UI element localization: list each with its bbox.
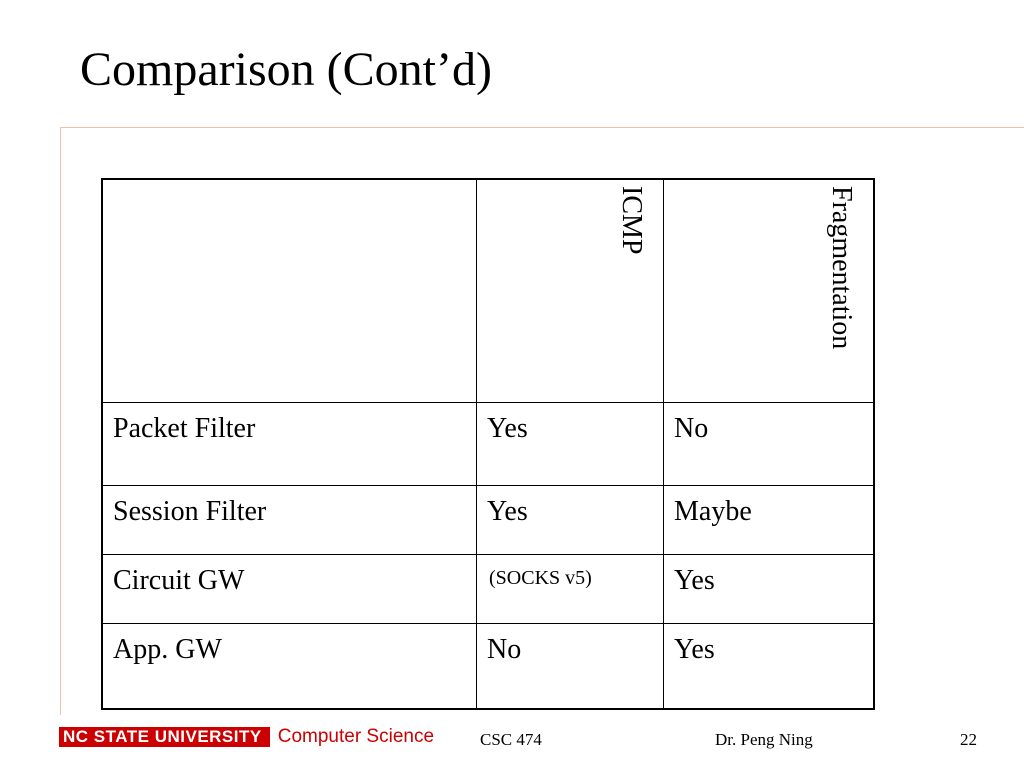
icmp-cell [477,555,664,624]
horizontal-divider [60,127,1024,128]
row-label-cell [102,624,477,710]
fragmentation-cell [664,624,875,710]
row-label: Packet Filter [113,413,256,444]
fragmentation-cell [664,555,875,624]
icmp-cell [477,403,664,486]
author-name: Dr. Peng Ning [715,730,813,749]
table-row [102,403,874,486]
row-label-cell [102,555,477,624]
header-cell-icmp [477,179,664,403]
table-header-row [102,179,874,403]
row-label-cell [102,486,477,555]
vertical-divider [60,127,61,715]
row-label-cell [102,403,477,486]
table-row [102,555,874,624]
row-label: Circuit GW [113,565,245,596]
fragmentation-value: Yes [674,565,715,596]
icmp-cell [477,486,664,555]
fragmentation-value: Yes [674,634,715,665]
icmp-value: Yes [487,496,528,527]
header-fragmentation-label: Fragmentation [826,186,857,350]
fragmentation-value: No [674,413,709,444]
row-label: App. GW [113,634,222,665]
slide-title: Comparison (Cont’d) [80,43,492,96]
table-row [102,486,874,555]
fragmentation-value: Maybe [674,496,752,527]
fragmentation-cell [664,486,875,555]
row-label: Session Filter [113,496,267,527]
icmp-value: No [487,634,522,665]
table-row [102,624,874,710]
icmp-cell [477,624,664,710]
logo-wordmark: NC STATE UNIVERSITY [59,727,270,747]
university-logo [59,727,434,747]
header-cell-empty [102,179,477,403]
department-name: Computer Science [277,726,435,747]
course-code: CSC 474 [480,730,542,749]
comparison-table [101,178,875,710]
fragmentation-cell [664,403,875,486]
header-cell-fragmentation [664,179,875,403]
header-icmp-label: ICMP [616,186,647,255]
icmp-value: (SOCKS v5) [489,567,592,589]
icmp-value: Yes [487,413,528,444]
page-number: 22 [960,730,977,749]
